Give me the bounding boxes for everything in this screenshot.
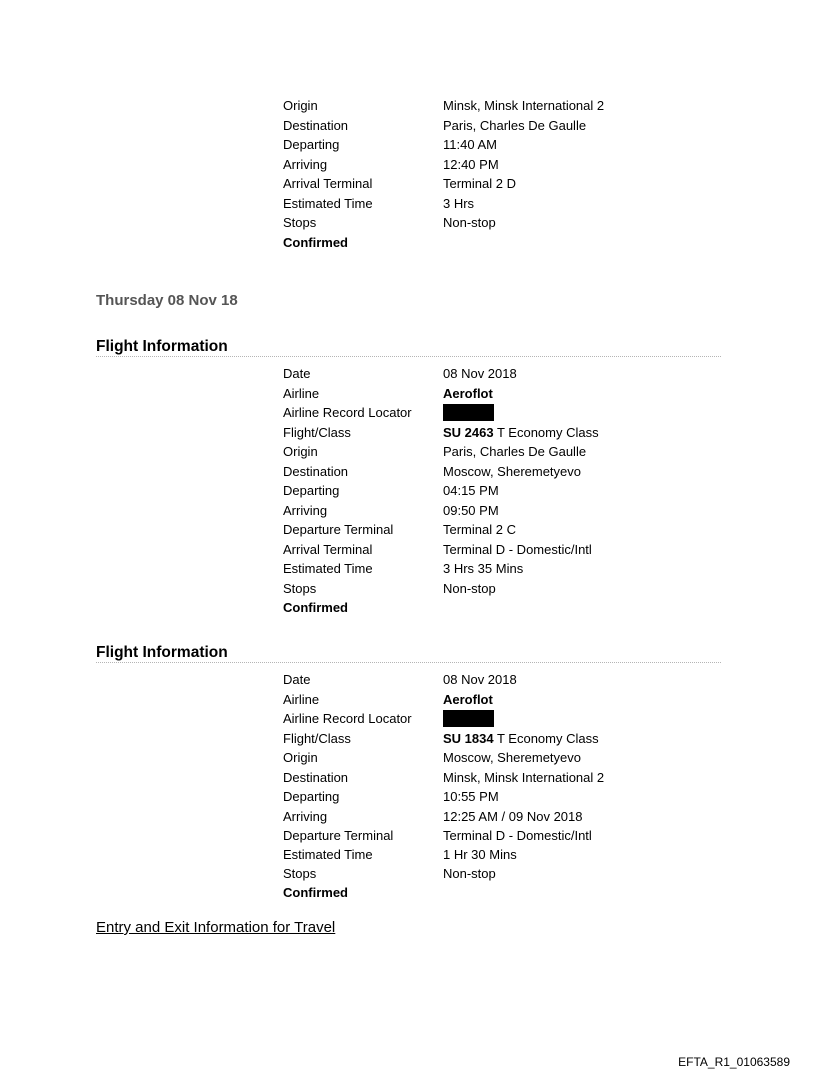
departing-label: Departing bbox=[283, 137, 340, 152]
origin-value: Minsk, Minsk International 2 bbox=[443, 98, 605, 113]
departure-terminal-label: Departure Terminal bbox=[283, 828, 394, 843]
airline-value: Aeroflot bbox=[443, 385, 493, 401]
stops-label: Stops bbox=[283, 866, 317, 881]
origin-row bbox=[283, 748, 723, 767]
departing-row bbox=[283, 135, 723, 154]
estimated-time-label: Estimated Time bbox=[283, 561, 373, 576]
departure-terminal-row bbox=[283, 826, 723, 845]
arriving-row bbox=[283, 155, 723, 174]
arrival-terminal-label: Arrival Terminal bbox=[283, 176, 373, 191]
day-heading: Thursday 08 Nov 18 bbox=[96, 292, 238, 309]
class-value: T Economy Class bbox=[496, 424, 599, 440]
airline-label: Airline bbox=[283, 385, 320, 401]
arriving-row bbox=[283, 807, 723, 826]
redaction-box bbox=[443, 710, 494, 727]
estimated-time-label: Estimated Time bbox=[283, 195, 373, 211]
estimated-time-row bbox=[283, 194, 723, 213]
destination-label: Destination bbox=[283, 463, 349, 479]
departing-value: 10:55 PM bbox=[443, 789, 499, 804]
date-label: Date bbox=[283, 672, 311, 687]
arriving-value: 09:50 PM bbox=[443, 502, 499, 518]
record-locator-label: Airline Record Locator bbox=[283, 405, 412, 420]
stops-value: Non-stop bbox=[443, 580, 496, 596]
status-confirmed: Confirmed bbox=[283, 234, 348, 250]
flight-information-heading: Flight Information bbox=[96, 643, 721, 663]
stops-label: Stops bbox=[283, 580, 317, 596]
status-confirmed: Confirmed bbox=[283, 600, 348, 615]
flight-information-heading: Flight Information bbox=[96, 337, 721, 357]
status-row bbox=[283, 233, 723, 252]
flight-class-row bbox=[283, 729, 723, 748]
status-row bbox=[283, 598, 723, 617]
status-row bbox=[283, 883, 723, 902]
stops-value: Non-stop bbox=[443, 866, 496, 881]
record-locator-redaction bbox=[443, 403, 494, 422]
origin-label: Origin bbox=[283, 750, 318, 765]
destination-row bbox=[283, 462, 723, 481]
departure-terminal-row bbox=[283, 520, 723, 539]
origin-label: Origin bbox=[283, 444, 318, 459]
airline-row bbox=[283, 690, 723, 709]
estimated-time-label: Estimated Time bbox=[283, 847, 373, 862]
arriving-label: Arriving bbox=[283, 808, 328, 824]
date-row bbox=[283, 670, 723, 689]
departure-terminal-value: Terminal D - Domestic/Intl bbox=[443, 828, 592, 843]
stops-label: Stops bbox=[283, 215, 317, 230]
record-locator-label: Airline Record Locator bbox=[283, 711, 412, 726]
flight-class-label: Flight/Class bbox=[283, 424, 351, 440]
redaction-box bbox=[443, 404, 494, 421]
date-value: 08 Nov 2018 bbox=[443, 672, 517, 687]
stops-row bbox=[283, 213, 723, 232]
arrival-terminal-row bbox=[283, 540, 723, 559]
record-locator-row bbox=[283, 709, 723, 728]
destination-label: Destination bbox=[283, 117, 349, 133]
stops-row bbox=[283, 864, 723, 883]
date-label: Date bbox=[283, 366, 311, 381]
stops-row bbox=[283, 579, 723, 598]
departing-value: 11:40 AM bbox=[443, 137, 497, 152]
estimated-time-value: 3 Hrs 35 Mins bbox=[443, 561, 524, 576]
date-row bbox=[283, 364, 723, 383]
airline-label: Airline bbox=[283, 691, 320, 707]
arriving-value: 12:25 AM / 09 Nov 2018 bbox=[443, 808, 583, 824]
destination-label: Destination bbox=[283, 769, 349, 785]
departing-label: Departing bbox=[283, 789, 340, 804]
departing-label: Departing bbox=[283, 483, 340, 498]
destination-value: Moscow, Sheremetyevo bbox=[443, 463, 582, 479]
arrival-terminal-label: Arrival Terminal bbox=[283, 541, 373, 557]
origin-row bbox=[283, 442, 723, 461]
flight-number: SU 1834 bbox=[443, 730, 494, 746]
document-id-footer: EFTA_R1_01063589 bbox=[678, 1055, 790, 1069]
flight-number: SU 2463 bbox=[443, 424, 494, 440]
departure-terminal-value: Terminal 2 C bbox=[443, 522, 516, 537]
airline-value: Aeroflot bbox=[443, 691, 493, 707]
estimated-time-value: 3 Hrs bbox=[443, 195, 475, 211]
destination-value: Minsk, Minsk International 2 bbox=[443, 769, 605, 785]
flight-class-row bbox=[283, 423, 723, 442]
origin-value: Moscow, Sheremetyevo bbox=[443, 750, 582, 765]
arriving-row bbox=[283, 501, 723, 520]
destination-row bbox=[283, 768, 723, 787]
flight-class-value bbox=[443, 423, 599, 442]
estimated-time-row bbox=[283, 845, 723, 864]
destination-row bbox=[283, 116, 723, 135]
flight-class-label: Flight/Class bbox=[283, 730, 351, 746]
departing-row bbox=[283, 481, 723, 500]
arriving-value: 12:40 PM bbox=[443, 156, 499, 172]
class-value: T Economy Class bbox=[496, 730, 599, 746]
departing-value: 04:15 PM bbox=[443, 483, 499, 498]
arrival-terminal-value: Terminal D - Domestic/Intl bbox=[443, 541, 592, 557]
origin-value: Paris, Charles De Gaulle bbox=[443, 444, 587, 459]
departing-row bbox=[283, 787, 723, 806]
flight-class-value bbox=[443, 729, 599, 748]
record-locator-redaction bbox=[443, 709, 494, 728]
date-value: 08 Nov 2018 bbox=[443, 366, 517, 381]
origin-row bbox=[283, 96, 723, 115]
record-locator-row bbox=[283, 403, 723, 422]
estimated-time-row bbox=[283, 559, 723, 578]
entry-exit-information-link[interactable]: Entry and Exit Information for Travel bbox=[96, 919, 336, 936]
airline-row bbox=[283, 384, 723, 403]
estimated-time-value: 1 Hr 30 Mins bbox=[443, 847, 517, 862]
stops-value: Non-stop bbox=[443, 215, 496, 230]
arriving-label: Arriving bbox=[283, 156, 328, 172]
arriving-label: Arriving bbox=[283, 502, 328, 518]
arrival-terminal-value: Terminal 2 D bbox=[443, 176, 516, 191]
destination-value: Paris, Charles De Gaulle bbox=[443, 117, 587, 133]
arrival-terminal-row bbox=[283, 174, 723, 193]
origin-label: Origin bbox=[283, 98, 318, 113]
status-confirmed: Confirmed bbox=[283, 885, 348, 900]
departure-terminal-label: Departure Terminal bbox=[283, 522, 394, 537]
